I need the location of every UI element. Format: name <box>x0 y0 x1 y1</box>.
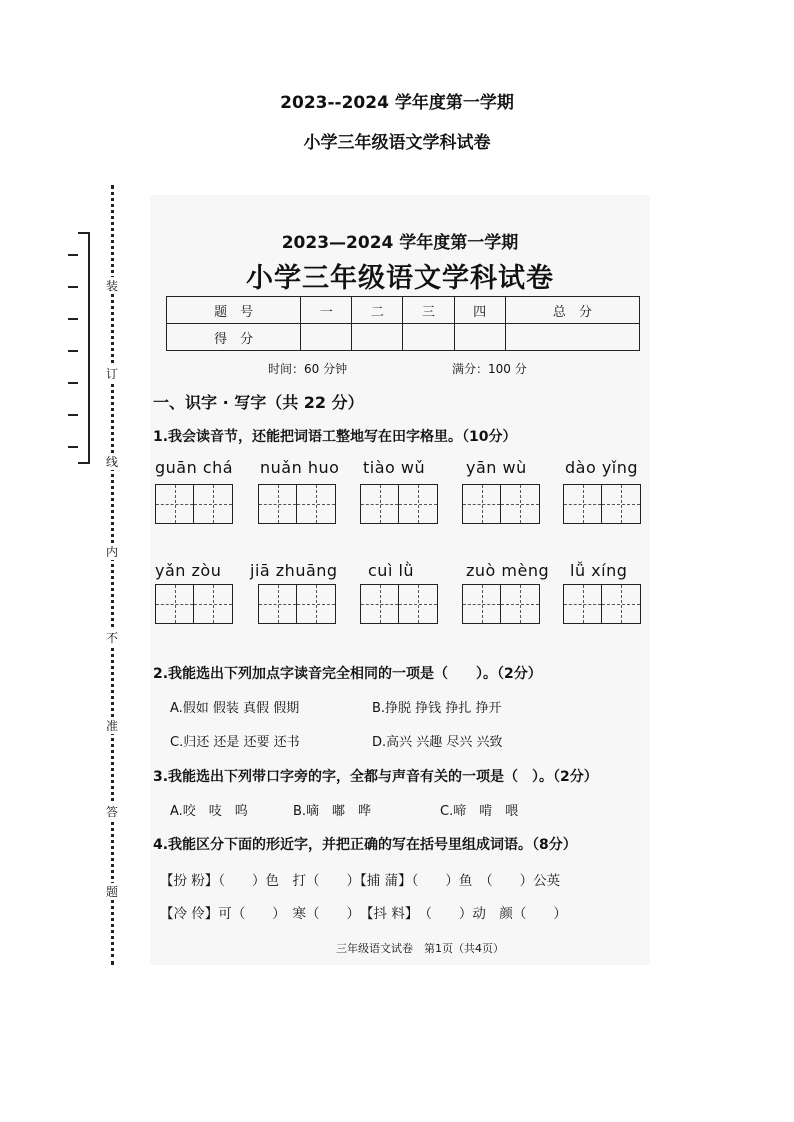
option-a[interactable]: A.咬 吱 呜 <box>170 804 248 819</box>
option-b[interactable]: B.挣脱 挣钱 挣扎 挣开 <box>372 701 502 716</box>
score-table-score-row <box>167 324 640 351</box>
pinyin-label: zuò mèng <box>466 561 550 580</box>
question-2: 2.我能选出下列加点字读音完全相同的一项是（ ）。（2分） <box>153 666 542 682</box>
tianzige-grid[interactable] <box>563 484 641 524</box>
pinyin-label: lǚ xíng <box>570 561 628 580</box>
binding-char: 不 <box>103 629 121 646</box>
option-d[interactable]: D.高兴 兴趣 尽兴 兴致 <box>372 735 503 750</box>
binding-char: 内 <box>103 543 121 560</box>
pinyin-label: yān wù <box>466 458 527 477</box>
q4-line-1: 【扮 粉】（ ）色 打（ ）【捕 蒲】（ ）鱼 （ ）公英 <box>160 873 561 889</box>
page-footer: 三年级语文试卷 第1页（共4页） <box>336 942 504 955</box>
pinyin-label: tiào wǔ <box>363 458 426 477</box>
tianzige-grid[interactable] <box>563 584 641 624</box>
score-table <box>166 296 640 351</box>
pinyin-label: cuì lǜ <box>368 561 415 580</box>
section-title: 一、识字 · 写字（共 22 分） <box>153 393 364 412</box>
tianzige-grid[interactable] <box>258 484 336 524</box>
pinyin-label: nuǎn huo <box>260 458 340 477</box>
pinyin-label: jiā zhuāng <box>250 561 338 580</box>
option-c[interactable]: C.啼 啃 喂 <box>440 804 519 819</box>
binding-char: 准 <box>103 717 121 734</box>
score-cell[interactable] <box>301 324 352 351</box>
page-header-term: 2023--2024 学年度第一学期 <box>280 93 514 113</box>
score-table-header-cell: 题 号 <box>167 297 301 324</box>
question-3: 3.我能选出下列带口字旁的字，全都与声音有关的一项是（ ）。（2分） <box>153 769 598 785</box>
score-cell[interactable] <box>352 324 403 351</box>
score-table-header-cell: 二 <box>352 297 403 324</box>
option-c[interactable]: C.归还 还是 还要 还书 <box>170 735 300 750</box>
tianzige-grid[interactable] <box>462 584 540 624</box>
question-1: 1.我会读音节，还能把词语工整地写在田字格里。（10分） <box>153 429 517 445</box>
tianzige-grid[interactable] <box>258 584 336 624</box>
score-table-header-cell: 三 <box>403 297 454 324</box>
score-table-header-row <box>167 297 640 324</box>
paper-title: 小学三年级语文学科试卷 <box>246 263 554 294</box>
q4-line-2: 【冷 伶】可（ ） 寒（ ） 【抖 料】 （ ）动 颜（ ） <box>160 906 567 922</box>
page-header-title: 小学三年级语文学科试卷 <box>303 133 491 153</box>
tianzige-grid[interactable] <box>155 584 233 624</box>
option-b[interactable]: B.嘀 嘟 哗 <box>293 804 372 819</box>
exam-time: 时间：60 分钟 <box>268 362 348 376</box>
option-a[interactable]: A.假如 假装 真假 假期 <box>170 701 300 716</box>
score-table-header-cell: 四 <box>454 297 505 324</box>
pinyin-label: yǎn zòu <box>155 561 222 580</box>
score-cell[interactable] <box>505 324 639 351</box>
score-cell[interactable] <box>454 324 505 351</box>
pinyin-label: guān chá <box>155 458 234 477</box>
tianzige-grid[interactable] <box>155 484 233 524</box>
score-table-row-label: 得 分 <box>167 324 301 351</box>
binding-char: 题 <box>103 883 121 900</box>
score-table-header-cell: 总 分 <box>505 297 639 324</box>
binding-char: 线 <box>103 453 121 470</box>
binding-char: 订 <box>103 365 121 382</box>
tianzige-grid[interactable] <box>462 484 540 524</box>
score-cell[interactable] <box>403 324 454 351</box>
pinyin-label: dào yǐng <box>565 458 639 477</box>
tianzige-grid[interactable] <box>360 584 438 624</box>
binding-line <box>105 185 119 965</box>
question-4: 4.我能区分下面的形近字，并把正确的写在括号里组成词语。（8分） <box>153 837 577 853</box>
binding-char: 装 <box>103 277 121 294</box>
binding-bracket <box>78 232 90 464</box>
paper-term: 2023—2024 学年度第一学期 <box>281 233 519 253</box>
exam-full-score: 满分：100 分 <box>452 362 527 376</box>
binding-char: 答 <box>103 803 121 820</box>
score-table-header-cell: 一 <box>301 297 352 324</box>
tianzige-grid[interactable] <box>360 484 438 524</box>
